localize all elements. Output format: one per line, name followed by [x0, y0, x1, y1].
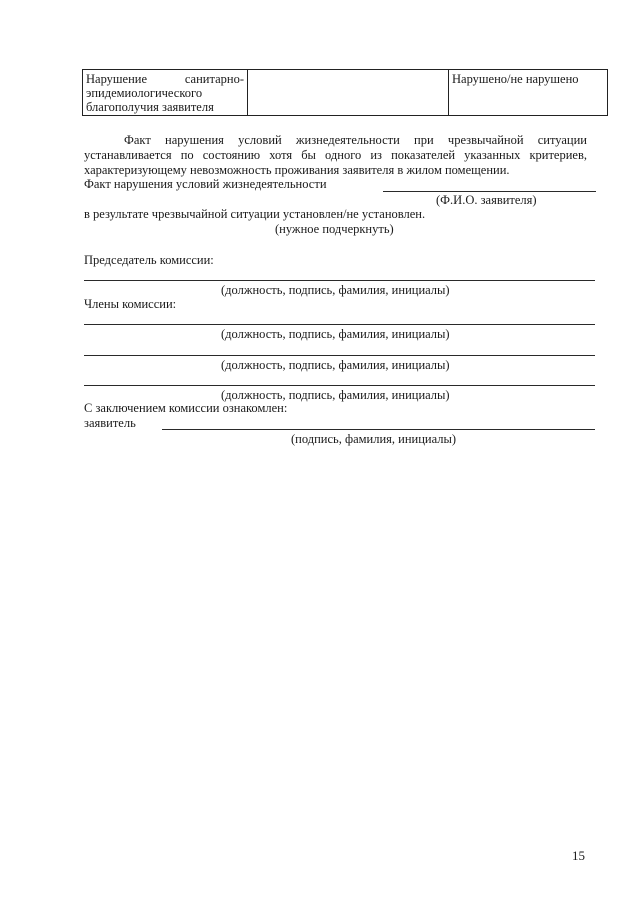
page-number: 15 — [572, 848, 585, 863]
paragraph-line-3: характеризующему невозможность проживания заявителя в жилом помещении. — [84, 163, 510, 177]
underline-hint: (нужное подчеркнуть) — [275, 222, 394, 236]
table-column-divider — [448, 70, 449, 115]
member-signature-line — [84, 324, 595, 325]
applicant-name-line — [383, 191, 596, 192]
table-cell-criterion-line3: благополучия заявителя — [86, 100, 214, 114]
fact-continuation: в результате чрезвычайной ситуации установлен/не установлен. — [84, 207, 426, 221]
fact-label: Факт нарушения условий жизнедеятельности — [84, 177, 327, 191]
member-signature-line — [84, 385, 595, 386]
table-cell-result: Нарушено/не нарушено — [452, 72, 579, 86]
table-cell-criterion-line1-word2: санитарно- — [184, 72, 244, 86]
paragraph-line-2: устанавливается по состоянию хотя бы одного из показателей указанных критериев, — [84, 148, 587, 162]
table-column-divider — [247, 70, 248, 115]
acknowledgement-label: С заключением комиссии ознакомлен: — [84, 401, 288, 415]
applicant-signature-caption: (подпись, фамилия, инициалы) — [291, 432, 457, 446]
applicant-name-caption: (Ф.И.О. заявителя) — [436, 193, 537, 207]
table-cell-criterion-line1-word1: Нарушение — [86, 72, 148, 86]
member-signature-caption: (должность, подпись, фамилия, инициалы) — [221, 388, 450, 402]
applicant-label: заявитель — [84, 416, 136, 430]
chairman-label: Председатель комиссии: — [84, 253, 214, 267]
paragraph-line-1: Факт нарушения условий жизнедеятельности при чрезвычайной ситуации — [124, 133, 587, 147]
members-label: Члены комиссии: — [84, 297, 177, 311]
chairman-signature-caption: (должность, подпись, фамилия, инициалы) — [221, 283, 450, 297]
member-signature-caption: (должность, подпись, фамилия, инициалы) — [221, 358, 450, 372]
table-cell-criterion-line2: эпидемиологического — [86, 86, 203, 100]
member-signature-caption: (должность, подпись, фамилия, инициалы) — [221, 327, 450, 341]
chairman-signature-line — [84, 280, 595, 281]
applicant-signature-line — [162, 429, 595, 430]
member-signature-line — [84, 355, 595, 356]
